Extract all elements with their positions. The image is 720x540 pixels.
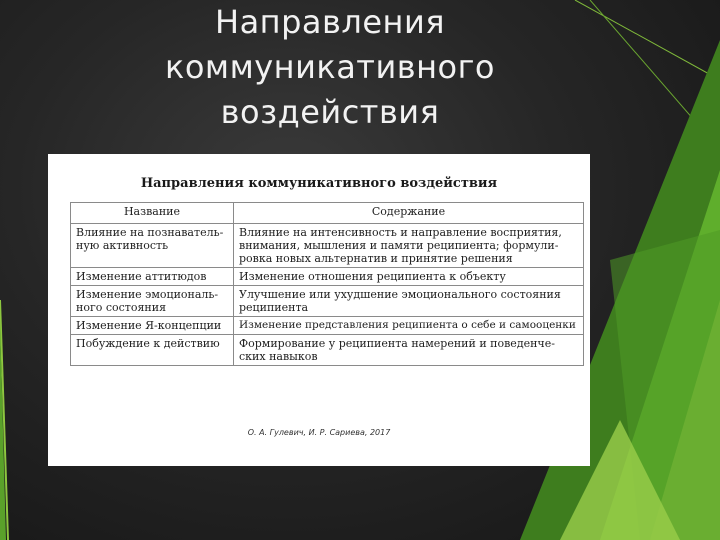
row-content-cell	[234, 317, 584, 335]
row-name-cell	[71, 224, 234, 268]
slide-title	[120, 0, 540, 135]
cell-line: ровка новых альтернатив и принятие решения	[239, 252, 513, 265]
cell-line: Побуждение к действию	[76, 337, 220, 350]
directions-table	[70, 202, 584, 366]
cell-line: Изменение эмоциональ-	[76, 288, 219, 301]
document-heading: Направления коммуникативного воздействия	[140, 176, 498, 191]
cell-line: Формирование у реципиента намерений и поведенче-	[239, 337, 555, 350]
row-name-cell	[71, 268, 234, 286]
column-header-name: Название	[71, 203, 234, 224]
row-content-cell	[234, 286, 584, 317]
table-header-row	[71, 203, 584, 224]
cell-line: реципиента	[239, 301, 309, 314]
right-accent-line-1	[575, 0, 720, 80]
cell-line: Изменение аттитюдов	[76, 270, 207, 283]
cell-line: ную активность	[76, 239, 169, 252]
cell-line: внимания, мышления и памяти реципиента; формули-	[239, 239, 559, 252]
slide-title-line: воздействия	[220, 93, 440, 131]
row-content-cell	[234, 224, 584, 268]
column-header-content: Содержание	[234, 203, 584, 224]
citation: О. А. Гулевич, И. Р. Сариева, 2017	[247, 428, 391, 437]
row-content-cell	[234, 335, 584, 366]
row-content-cell	[234, 268, 584, 286]
cell-line: Влияние на познаватель-	[76, 226, 224, 239]
cell-line: Изменение Я-концепции	[76, 319, 222, 332]
cell-line: ного состояния	[76, 301, 167, 314]
table-row	[71, 317, 584, 335]
cell-line: Изменение отношения реципиента к объекту	[239, 270, 506, 283]
row-name-cell	[71, 286, 234, 317]
table-row	[71, 335, 584, 366]
cell-line: ских навыков	[239, 350, 318, 363]
cell-line: Изменение представления реципиента о себе и самооценки	[239, 319, 576, 331]
document-image	[48, 154, 590, 466]
table-row	[71, 224, 584, 268]
table-row	[71, 286, 584, 317]
slide-title-line: Направления	[215, 3, 445, 41]
cell-line: Улучшение или ухудшение эмоционального состояния	[239, 288, 561, 301]
row-name-cell	[71, 317, 234, 335]
table-row	[71, 268, 584, 286]
cell-line: Влияние на интенсивность и направление восприятия,	[239, 226, 562, 239]
row-name-cell	[71, 335, 234, 366]
slide-title-line: коммуникативного	[165, 48, 495, 86]
